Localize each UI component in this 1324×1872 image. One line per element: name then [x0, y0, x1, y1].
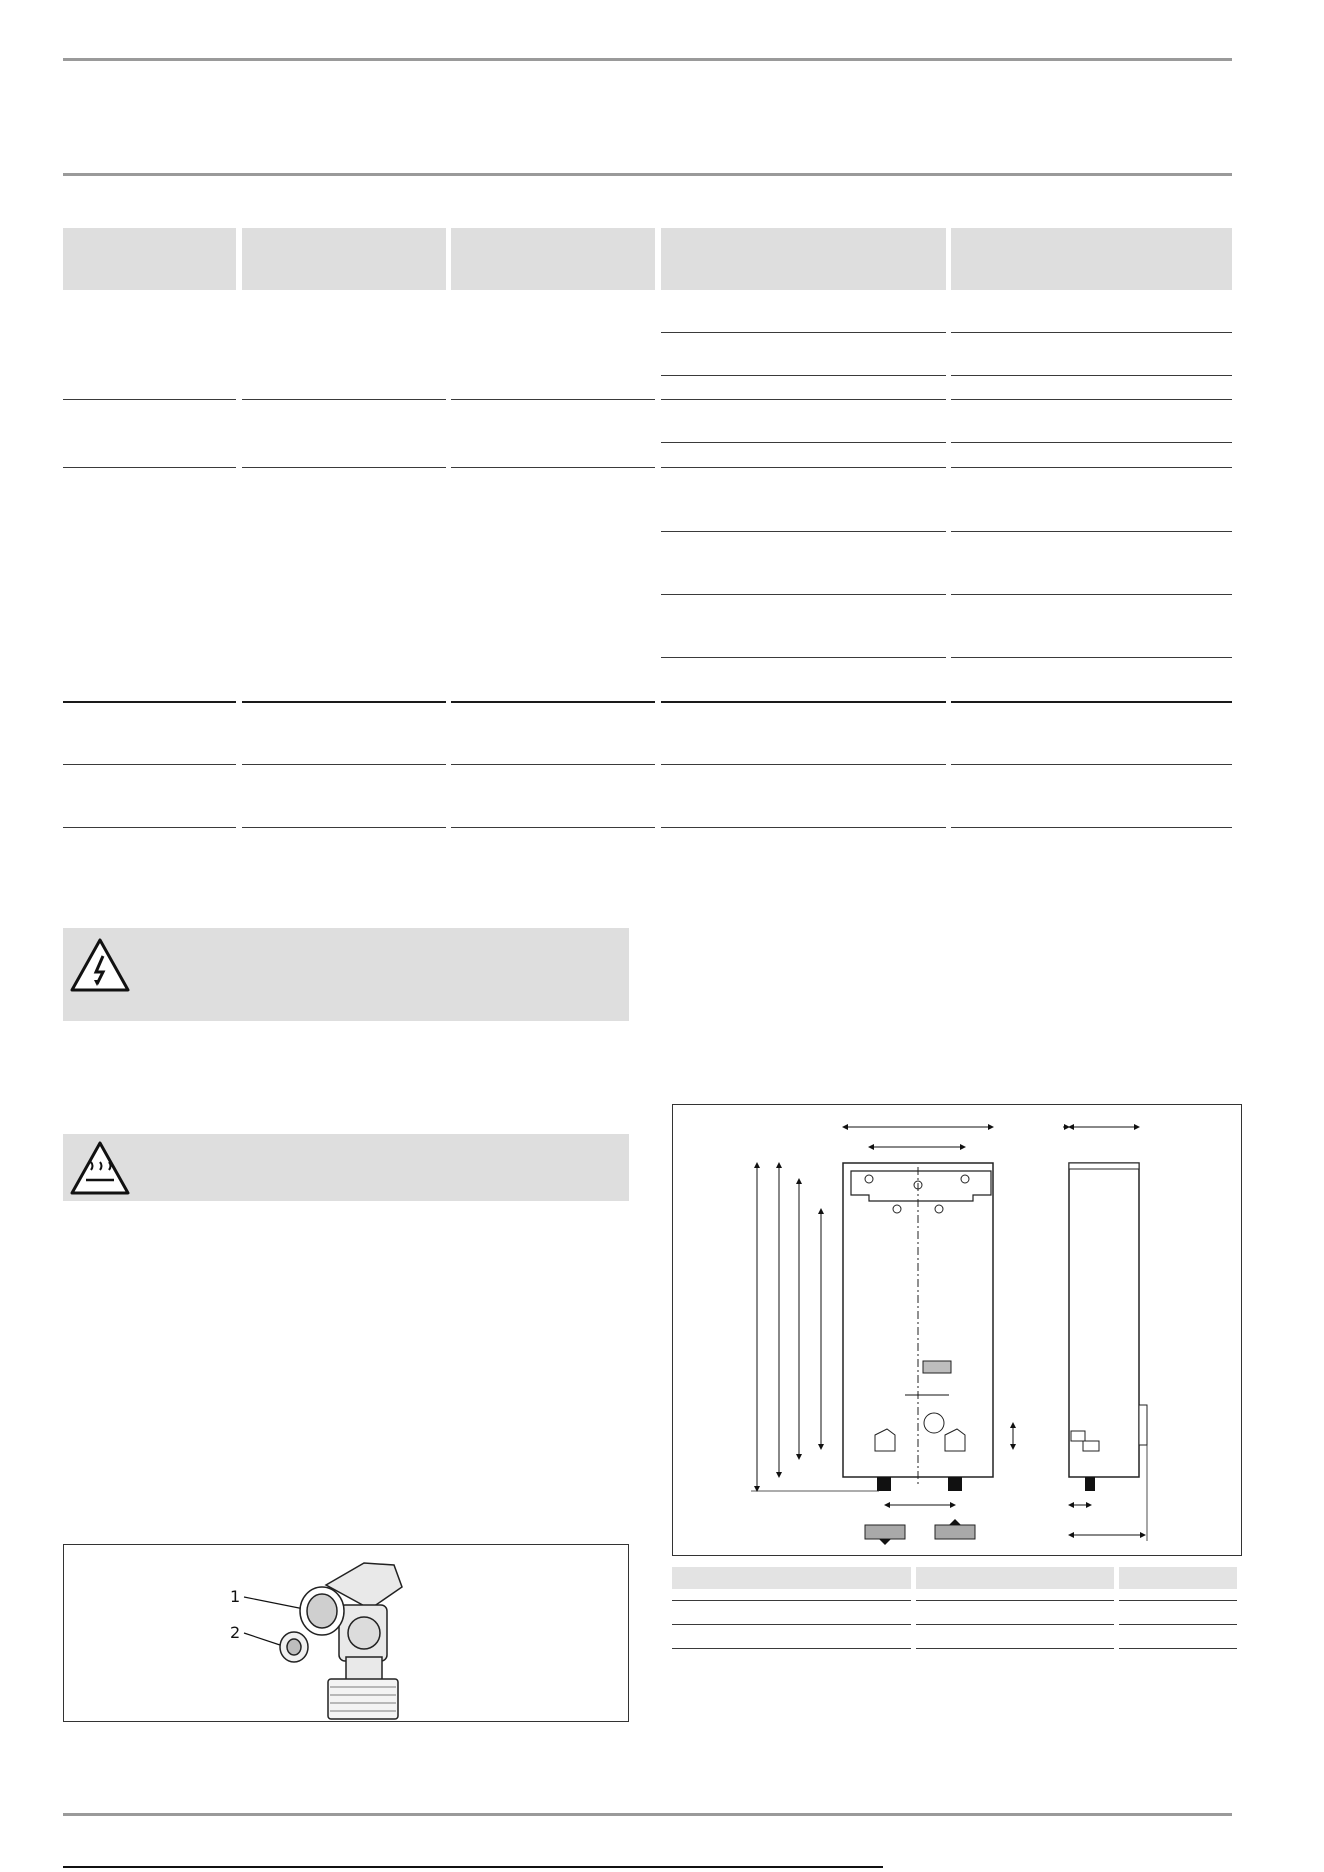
table-row-divider	[951, 531, 1232, 532]
spec-table-header-col2	[242, 228, 446, 290]
table-row-divider	[661, 531, 946, 532]
table-group-divider	[451, 701, 655, 703]
spec-table-header-col5	[951, 228, 1232, 290]
header-rule-bottom	[63, 173, 1232, 176]
table-group-divider	[242, 701, 446, 703]
hot-surface-warning-icon	[69, 1140, 131, 1200]
table-row-divider	[63, 467, 236, 468]
table-row-divider	[451, 764, 655, 765]
table-group-divider	[951, 701, 1232, 703]
table-row-divider	[951, 827, 1232, 828]
table-row-divider	[242, 467, 446, 468]
table-row-divider	[951, 594, 1232, 595]
table-row-divider	[672, 1600, 911, 1601]
high-voltage-warning-icon	[69, 936, 131, 998]
warning-box-electric	[63, 928, 629, 1021]
table-group-divider	[63, 701, 236, 703]
warning-box-hot-surface	[63, 1134, 629, 1201]
table-row-divider	[661, 594, 946, 595]
table-row-divider	[661, 657, 946, 658]
table-row-divider	[951, 764, 1232, 765]
footer-rule	[63, 1813, 1232, 1816]
table-row-divider	[672, 1648, 911, 1649]
dimension-table-header-col2	[916, 1567, 1114, 1589]
table-row-divider	[916, 1624, 1114, 1625]
dimension-drawing-frame	[672, 1104, 1242, 1556]
dimension-drawing	[673, 1105, 1241, 1555]
table-row-divider	[242, 827, 446, 828]
fitting-figure-frame	[63, 1544, 629, 1722]
table-row-divider	[951, 399, 1232, 400]
table-row-divider	[451, 467, 655, 468]
table-row-divider	[951, 442, 1232, 443]
table-row-divider	[916, 1648, 1114, 1649]
table-row-divider	[661, 442, 946, 443]
table-row-divider	[672, 1624, 911, 1625]
page-bottom-edge	[63, 1866, 883, 1868]
table-row-divider	[661, 399, 946, 400]
fitting-illustration	[64, 1545, 628, 1721]
header-rule-top	[63, 58, 1232, 61]
table-row-divider	[951, 332, 1232, 333]
table-row-divider	[242, 764, 446, 765]
table-row-divider	[451, 399, 655, 400]
callout-label-1: 1	[230, 1587, 241, 1606]
table-row-divider	[63, 764, 236, 765]
table-row-divider	[661, 764, 946, 765]
spec-table-header-col1	[63, 228, 236, 290]
table-group-divider	[661, 701, 946, 703]
table-row-divider	[916, 1600, 1114, 1601]
table-row-divider	[63, 399, 236, 400]
table-row-divider	[242, 399, 446, 400]
table-row-divider	[1119, 1648, 1237, 1649]
table-row-divider	[951, 375, 1232, 376]
table-row-divider	[661, 332, 946, 333]
table-row-divider	[951, 467, 1232, 468]
callout-label-2: 2	[230, 1623, 241, 1642]
table-row-divider	[1119, 1600, 1237, 1601]
table-row-divider	[1119, 1624, 1237, 1625]
table-row-divider	[661, 375, 946, 376]
spec-table-header-col4	[661, 228, 946, 290]
dimension-table-header-col3	[1119, 1567, 1237, 1589]
dimension-table-header-col1	[672, 1567, 911, 1589]
table-row-divider	[951, 657, 1232, 658]
table-row-divider	[451, 827, 655, 828]
table-row-divider	[63, 827, 236, 828]
table-row-divider	[661, 827, 946, 828]
spec-table-header-col3	[451, 228, 655, 290]
table-row-divider	[661, 467, 946, 468]
